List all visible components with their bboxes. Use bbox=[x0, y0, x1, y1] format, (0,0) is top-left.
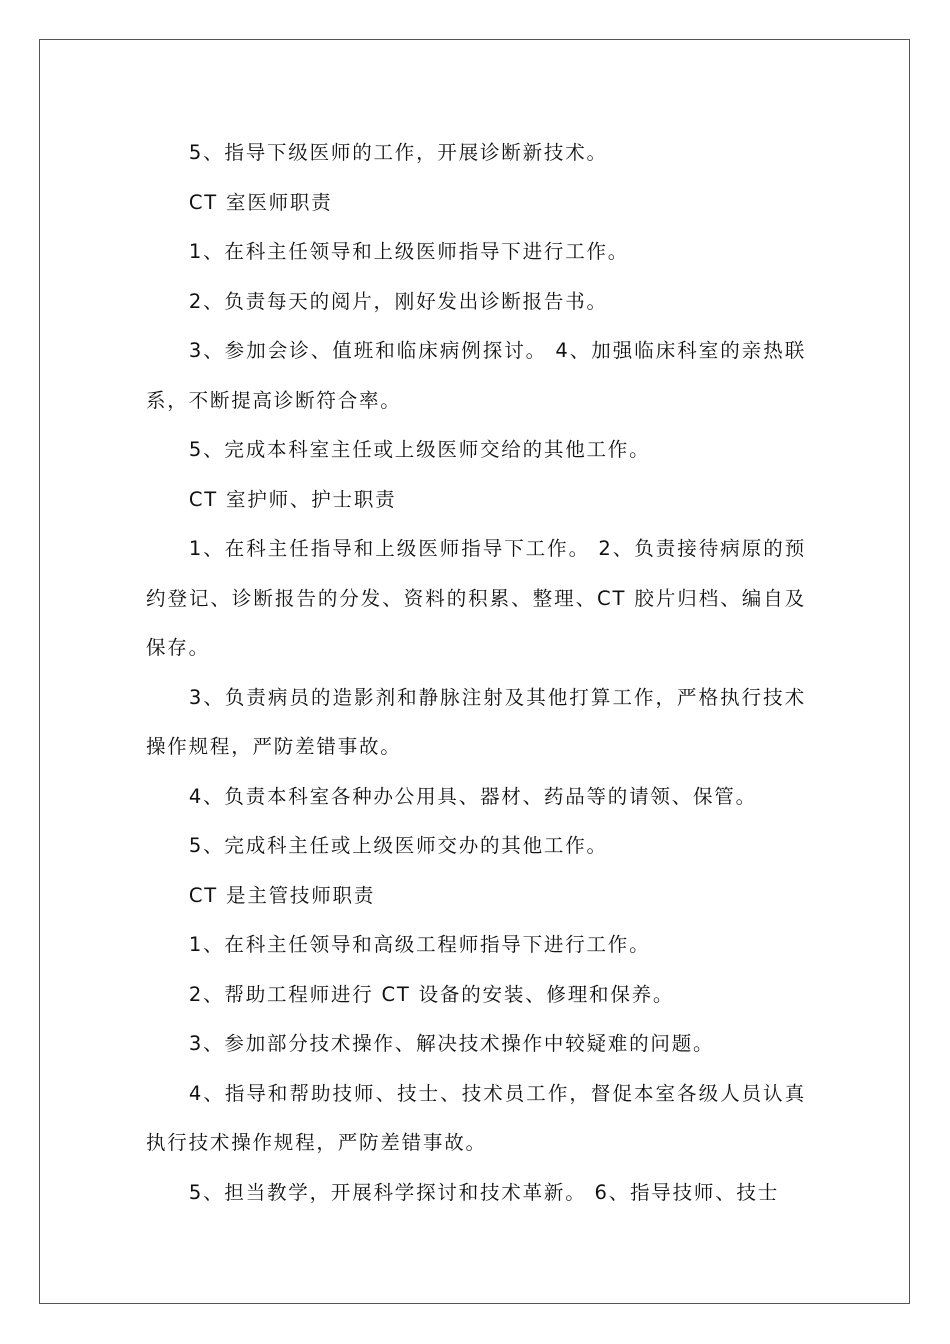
paragraph: 1、在科主任领导和上级医师指导下进行工作。 bbox=[188, 240, 630, 263]
section-heading: CT 是主管技师职责 bbox=[188, 883, 376, 907]
paragraph: 1、在科主任领导和高级工程师指导下进行工作。 bbox=[188, 933, 651, 956]
document-body bbox=[146, 128, 806, 1217]
paragraph: 5、指导下级医师的工作，开展诊断新技术。 bbox=[188, 141, 608, 164]
section-heading: CT 室护师、护士职责 bbox=[188, 487, 397, 511]
paragraph: 5、担当教学，开展科学探讨和技术革新。 6、指导技师、技士 bbox=[188, 1180, 780, 1204]
paragraph: 4、指导和帮助技师、技士、技术员工作，督促本室各级人员认真执行技术操作规程，严防差错事故。 bbox=[146, 1081, 806, 1154]
paragraph: 3、负责病员的造影剂和静脉注射及其他打算工作，严格执行技术操作规程，严防差错事故。 bbox=[146, 685, 806, 758]
paragraph: 1、在科主任指导和上级医师指导下工作。 2、负责接待病原的预约登记、诊断报告的分发、资料的积累、整理、CT 胶片归档、编自及保存。 bbox=[146, 537, 806, 659]
paragraph: 3、参加部分技术操作、解决技术操作中较疑难的问题。 bbox=[188, 1032, 715, 1055]
paragraph: 2、帮助工程师进行 CT 设备的安装、修理和保养。 bbox=[188, 982, 675, 1006]
paragraph: 3、参加会诊、值班和临床病例探讨。 4、加强临床科室的亲热联系，不断提高诊断符合率。 bbox=[146, 339, 806, 412]
paragraph: 2、负责每天的阅片，刚好发出诊断报告书。 bbox=[188, 289, 608, 313]
section-heading: CT 室医师职责 bbox=[188, 190, 333, 214]
paragraph: 5、完成本科室主任或上级医师交给的其他工作。 bbox=[188, 438, 651, 461]
paragraph: 4、负责本科室各种办公用具、器材、药品等的请领、保管。 bbox=[188, 784, 757, 808]
paragraph: 5、完成科主任或上级医师交办的其他工作。 bbox=[188, 834, 608, 857]
